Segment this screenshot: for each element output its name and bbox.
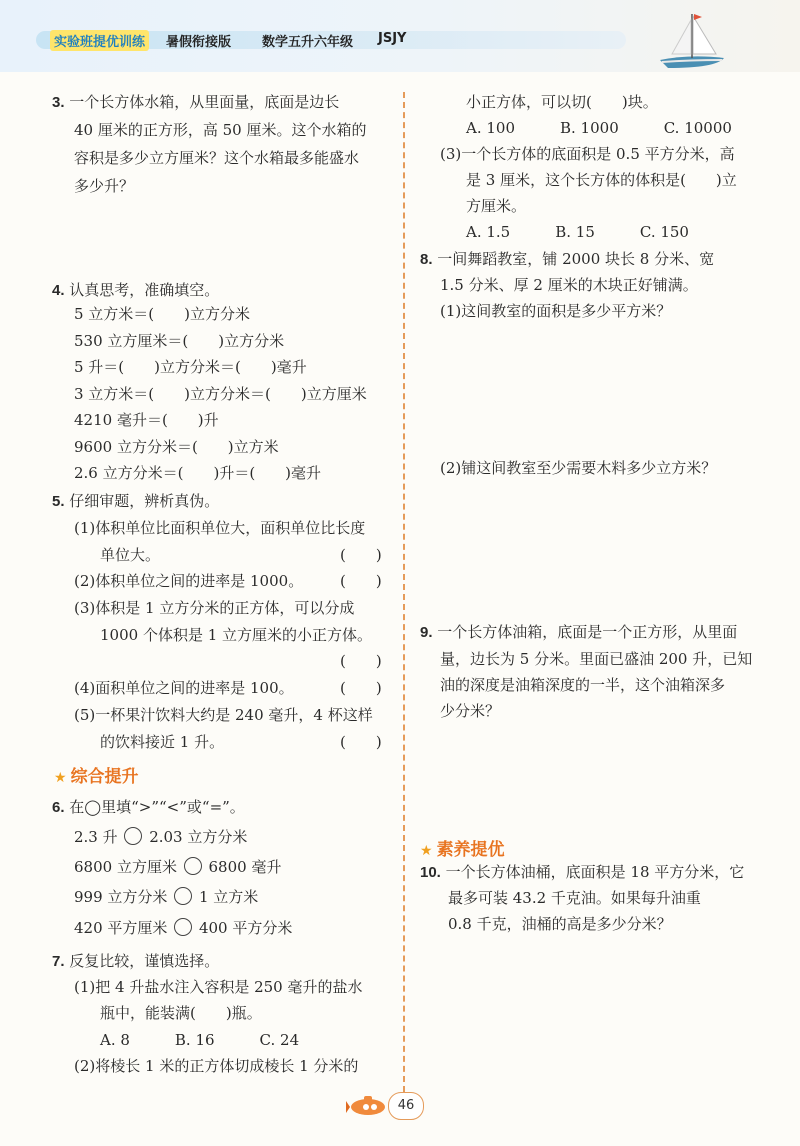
question-6-title — [52, 797, 245, 818]
judge-item: (2)体积单位之间的进率是 1000。 — [74, 572, 304, 590]
choice-item-cont: 方厘米。 — [466, 197, 527, 215]
choice-options: A. 1.5 B. 15 C. 150 — [466, 223, 689, 241]
section-heading-literacy — [420, 835, 505, 860]
question-7-title — [52, 951, 219, 972]
compare-row — [74, 918, 292, 938]
question-number: 8. — [420, 251, 433, 268]
fill-blank-item: 5 立方米＝( )立方分米 — [74, 305, 251, 323]
answer-circle[interactable] — [184, 857, 202, 875]
question-8-line-1 — [420, 249, 714, 270]
answer-circle[interactable] — [174, 887, 192, 905]
answer-circle[interactable] — [174, 918, 192, 936]
question-text: 一间舞蹈教室，铺 2000 块长 8 分米、宽 — [437, 250, 715, 268]
question-9-line-1 — [420, 622, 737, 643]
compare-left: 6800 立方厘米 — [74, 858, 177, 876]
star-icon: ★ — [54, 770, 67, 786]
question-text: 仔细审题，辨析真伪。 — [69, 492, 220, 510]
compare-right: 2.03 立方分米 — [149, 828, 248, 846]
judge-item-cont: 单位大。 — [100, 546, 161, 564]
question-text: 在◯里填“>”“<”或“=”。 — [69, 798, 245, 816]
question-number: 5. — [52, 493, 65, 510]
choice-item: (2)将棱长 1 米的正方体切成棱长 1 分米的 — [74, 1057, 359, 1075]
judge-item: (4)面积单位之间的进率是 100。 — [74, 679, 294, 697]
compare-right: 6800 毫升 — [208, 858, 282, 876]
question-text: 一个长方体油桶，底面积是 18 平方分米，它 — [445, 863, 745, 881]
subject-label: 数学五升六年级 — [262, 35, 354, 50]
series-brand: 实验班提优训练 — [50, 30, 149, 51]
page-number: 46 — [388, 1092, 424, 1120]
question-text: 认真思考，准确填空。 — [69, 281, 220, 299]
section-title: 综合提升 — [70, 767, 139, 787]
compare-row — [74, 887, 258, 907]
question-number: 6. — [52, 799, 65, 816]
answer-circle[interactable] — [124, 827, 142, 845]
choice-item-cont: 瓶中，能装满( )瓶。 — [100, 1004, 262, 1022]
question-number: 9. — [420, 624, 433, 641]
edition-label: 暑假衔接版 — [166, 35, 232, 50]
section-title: 素养提优 — [436, 840, 505, 860]
choice-options: A. 8 B. 16 C. 24 — [100, 1031, 300, 1049]
judge-item: (5)一杯果汁饮料大约是 240 毫升，4 杯这样 — [74, 706, 373, 724]
choice-options: A. 100 B. 1000 C. 10000 — [466, 119, 732, 137]
fill-blank-item: 530 立方厘米＝( )立方分米 — [74, 332, 285, 350]
column-divider — [403, 92, 405, 1092]
compare-row — [74, 857, 281, 877]
answer-bracket: ( ) — [340, 679, 382, 697]
question-text: 一个长方体油箱，底面是一个正方形，从里面 — [437, 623, 738, 641]
question-9-line-2: 量，边长为 5 分米。里面已盛油 200 升，已知 — [440, 650, 753, 668]
question-4-title — [52, 280, 219, 301]
compare-row — [74, 827, 247, 847]
answer-bracket: ( ) — [340, 652, 382, 670]
fill-blank-item: 3 立方米＝( )立方分米＝( )立方厘米 — [74, 385, 367, 403]
answer-bracket: ( ) — [340, 546, 382, 564]
judge-item-cont: 的饮料接近 1 升。 — [100, 733, 225, 751]
fill-blank-item: 2.6 立方分米＝( )升＝( )毫升 — [74, 464, 322, 482]
compare-left: 2.3 升 — [74, 828, 118, 846]
choice-item-cont: 小正方体，可以切( )块。 — [466, 93, 658, 111]
fill-blank-item: 4210 毫升＝( )升 — [74, 411, 219, 429]
question-9-line-4: 少分米？ — [440, 702, 501, 720]
fill-blank-item: 5 升＝( )立方分米＝( )毫升 — [74, 358, 307, 376]
question-10-line-1 — [420, 862, 744, 883]
question-text: 反复比较，谨慎选择。 — [69, 952, 220, 970]
question-8-part-2: (2)铺这间教室至少需要木料多少立方米？ — [440, 459, 717, 477]
star-icon: ★ — [420, 843, 433, 859]
choice-item: (1)把 4 升盐水注入容积是 250 毫升的盐水 — [74, 978, 363, 996]
question-3-line-1 — [52, 92, 339, 113]
question-8-part-1: (1)这间教室的面积是多少平方米？ — [440, 302, 672, 320]
answer-bracket: ( ) — [340, 572, 382, 590]
answer-bracket: ( ) — [340, 733, 382, 751]
question-10-line-3: 0.8 千克，油桶的高是多少分米？ — [448, 915, 672, 933]
question-number: 7. — [52, 953, 65, 970]
compare-left: 999 立方分米 — [74, 888, 168, 906]
choice-item-cont: 是 3 厘米，这个长方体的体积是( )立 — [466, 171, 737, 189]
judge-item: (1)体积单位比面积单位大，面积单位比长度 — [74, 519, 366, 537]
compare-right: 400 平方分米 — [198, 919, 293, 937]
submarine-icon — [346, 1094, 386, 1116]
judge-item-cont: 1000 个体积是 1 立方厘米的小正方体。 — [100, 626, 373, 644]
judge-item: (3)体积是 1 立方分米的正方体，可以分成 — [74, 599, 355, 617]
question-5-title — [52, 491, 219, 512]
question-3-line-4: 多少升？ — [74, 177, 135, 195]
question-text: 一个长方体水箱，从里面量，底面是边长 — [69, 93, 340, 111]
choice-item: (3)一个长方体的底面积是 0.5 平方分米，高 — [440, 145, 735, 163]
sailboat-icon — [650, 10, 730, 74]
question-10-line-2: 最多可装 43.2 千克油。如果每升油重 — [448, 889, 701, 907]
question-8-line-2: 1.5 分米、厚 2 厘米的木块正好铺满。 — [440, 276, 698, 294]
compare-left: 420 平方厘米 — [74, 919, 168, 937]
fill-blank-item: 9600 立方分米＝( )立方米 — [74, 438, 279, 456]
question-number: 4. — [52, 282, 65, 299]
series-code: JSJY — [378, 31, 407, 46]
question-3-line-2: 40 厘米的正方形，高 50 厘米。这个水箱的 — [74, 121, 367, 139]
question-number: 10. — [420, 864, 441, 881]
question-9-line-3: 油的深度是油箱深度的一半，这个油箱深多 — [440, 676, 726, 694]
question-3-line-3: 容积是多少立方厘米？这个水箱最多能盛水 — [74, 149, 360, 167]
question-number: 3. — [52, 94, 65, 111]
compare-right: 1 立方米 — [198, 888, 259, 906]
section-heading-comprehensive — [54, 762, 139, 787]
